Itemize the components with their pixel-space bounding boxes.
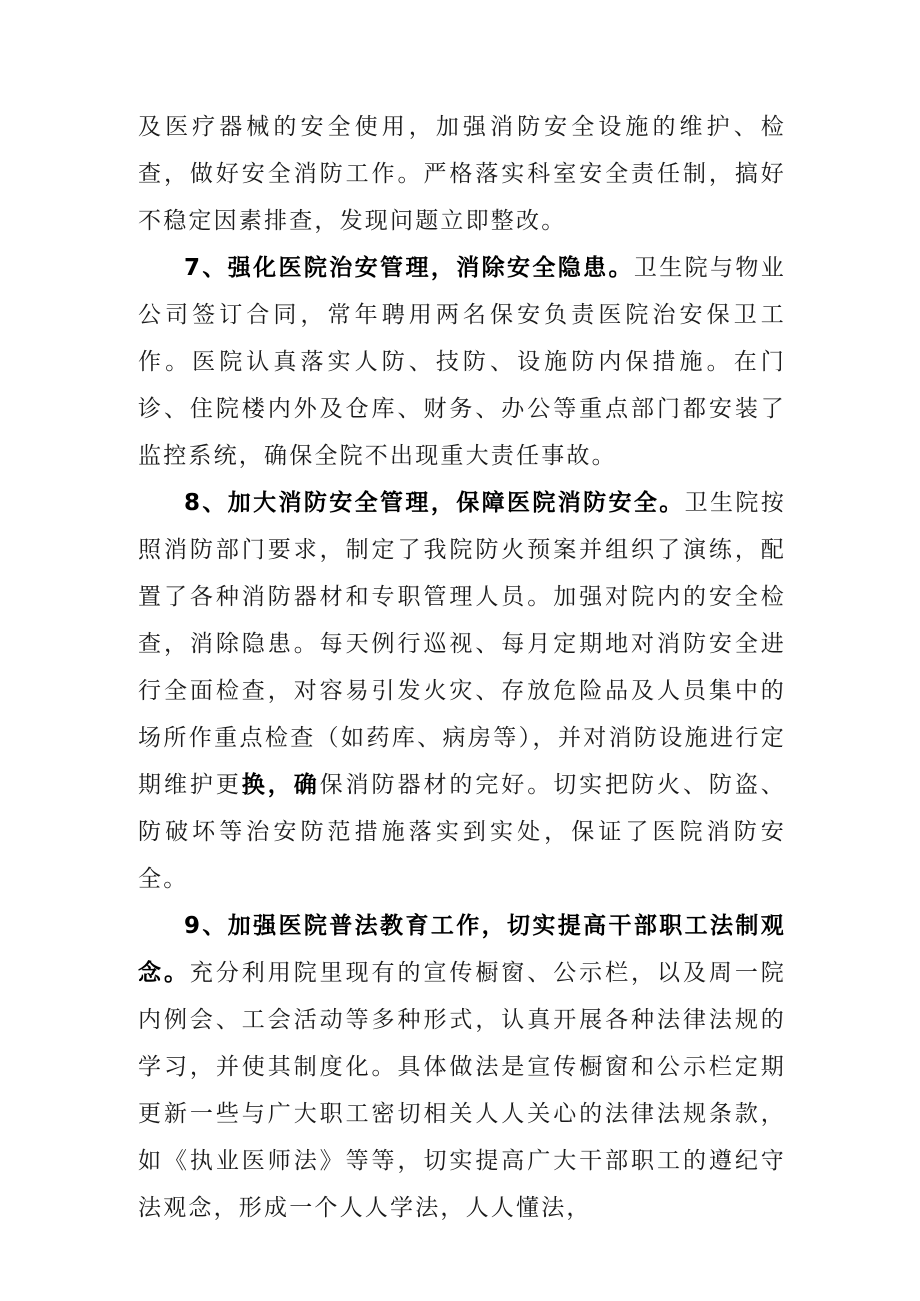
paragraph-7 <box>138 245 786 480</box>
paragraph-continued <box>138 104 786 245</box>
paragraph-heading: 7、强化医院治安管理，消除安全隐患。 <box>184 255 634 281</box>
paragraph-8 <box>138 480 786 903</box>
paragraph-text: 保消防器材的完好。切实把防火、防盗、防破坏等治安防范措施落实到实处，保证了医院消防安全。 <box>138 772 786 892</box>
paragraph-text: 及医疗器械的安全使用，加强消防安全设施的维护、检查，做好安全消防工作。严格落实科室安全责任制，搞好不稳定因素排查，发现问题立即整改。 <box>138 114 786 234</box>
paragraph-heading: 9、加强医院普法教育工作，切实提高干部职工法制观念。 <box>138 913 786 986</box>
paragraph-9 <box>138 903 786 1232</box>
paragraph-text: 卫生院与物业公司签订合同，常年聘用两名保安负责医院治安保卫工作。医院认真落实人防、技防、设施防内保措施。在门诊、住院楼内外及仓库、财务、办公等重点部门都安装了监控系统，确保全院不出现重大责任事故。 <box>138 255 787 469</box>
paragraph-bold-fragment: 换，确 <box>241 772 320 798</box>
paragraph-text: 充分利用院里现有的宣传橱窗、公示栏，以及周一院内例会、工会活动等多种形式，认真开展各种法律法规的学习，并使其制度化。具体做法是宣传橱窗和公示栏定期更新一些与广大职工密切相关人人关心的法律法规条款，如《执业医师法》等等，切实提高广大干部职工的遵纪守法观念，形成一个人人学法，人人懂法， <box>138 960 786 1221</box>
paragraph-heading: 8、加大消防安全管理，保障医院消防安全。 <box>184 490 685 516</box>
paragraph-text: 卫生院按照消防部门要求，制定了我院防火预案并组织了演练，配置了各种消防器材和专职管理人员。加强对院内的安全检查，消除隐患。每天例行巡视、每月定期地对消防安全进行全面检查，对容易引发火灾、存放危险品及人员集中的场所作重点检查（如药库、病房等），并对消防设施进行定期维护更 <box>138 490 786 798</box>
document-page <box>138 104 786 1232</box>
